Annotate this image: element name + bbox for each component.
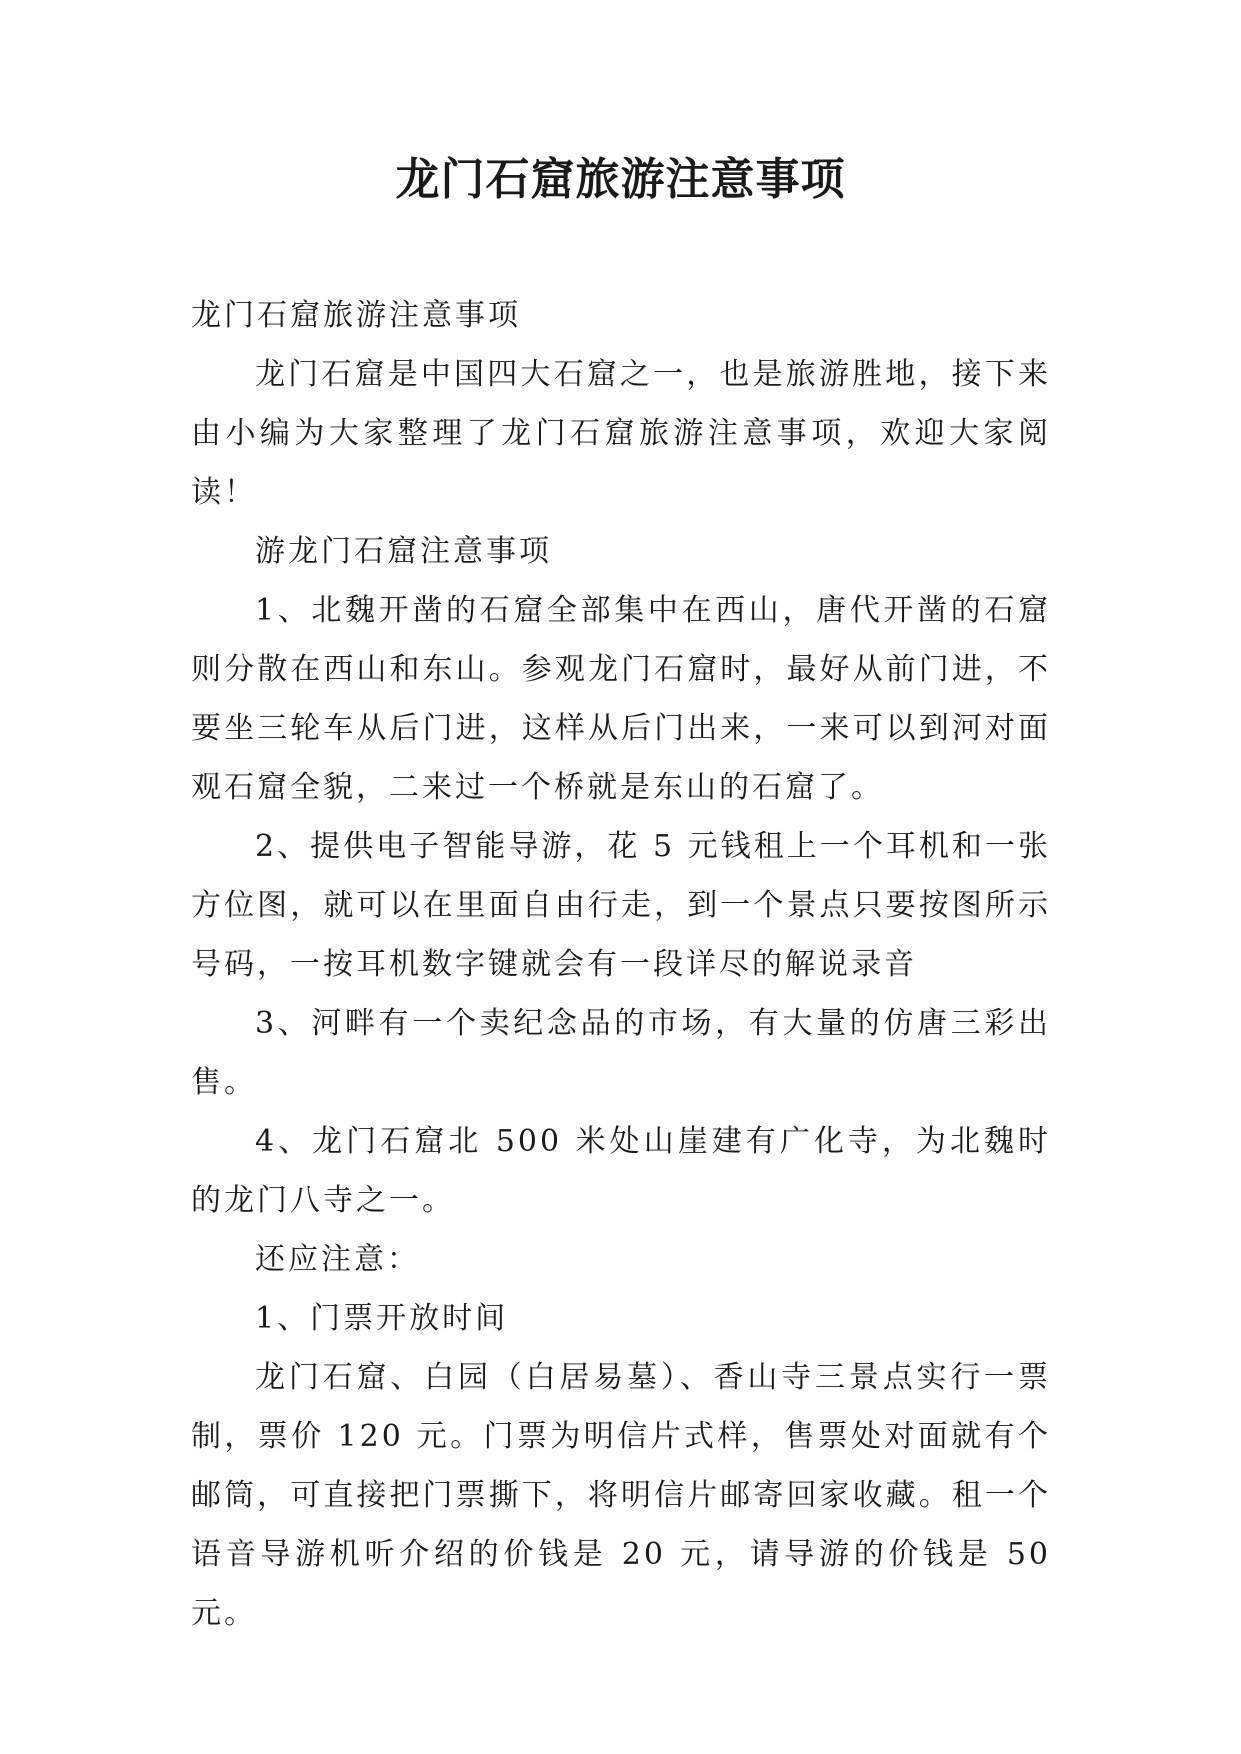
paragraph-tip-1: 1、北魏开凿的石窟全部集中在西山，唐代开凿的石窟则分散在西山和东山。参观龙门石窟时，最好从前门进，不要坐三轮车从后门进，这样从后门出来，一来可以到河对面观石窟全貌，二来过一个桥就是东山的石窟了。 [191, 593, 1051, 805]
subheading-ticket-hours: 1、门票开放时间 [255, 1301, 509, 1336]
paragraph-intro: 龙门石窟是中国四大石窟之一，也是旅游胜地，接下来由小编为大家整理了龙门石窟旅游注意事项，欢迎大家阅读！ [191, 357, 1051, 510]
document-title: 龙门石窟旅游注意事项 [395, 154, 846, 205]
paragraph-tip-4: 4、龙门石窟北 500 米处山崖建有广化寺，为北魏时的龙门八寺之一。 [191, 1124, 1051, 1218]
paragraph-ticket-info: 龙门石窟、白园（白居易墓）、香山寺三景点实行一票制，票价 120 元。门票为明信片式样，售票处对面就有个邮筒，可直接把门票撕下，将明信片邮寄回家收藏。租一个语音导游机听介绍的价钱是 20 元，请导游的价钱是 50 元。 [191, 1360, 1051, 1631]
section-heading-tips: 游龙门石窟注意事项 [255, 534, 552, 569]
section-heading-also-note: 还应注意： [255, 1242, 420, 1277]
paragraph-tip-3: 3、河畔有一个卖纪念品的市场，有大量的仿唐三彩出售。 [191, 1006, 1051, 1100]
document-body [191, 286, 1051, 1643]
paragraph-tip-2: 2、提供电子智能导游，花 5 元钱租上一个耳机和一张方位图，就可以在里面自由行走，到一个景点只要按图所示号码，一按耳机数字键就会有一段详尽的解说录音 [191, 829, 1051, 982]
paragraph-subtitle: 龙门石窟旅游注意事项 [191, 298, 521, 333]
